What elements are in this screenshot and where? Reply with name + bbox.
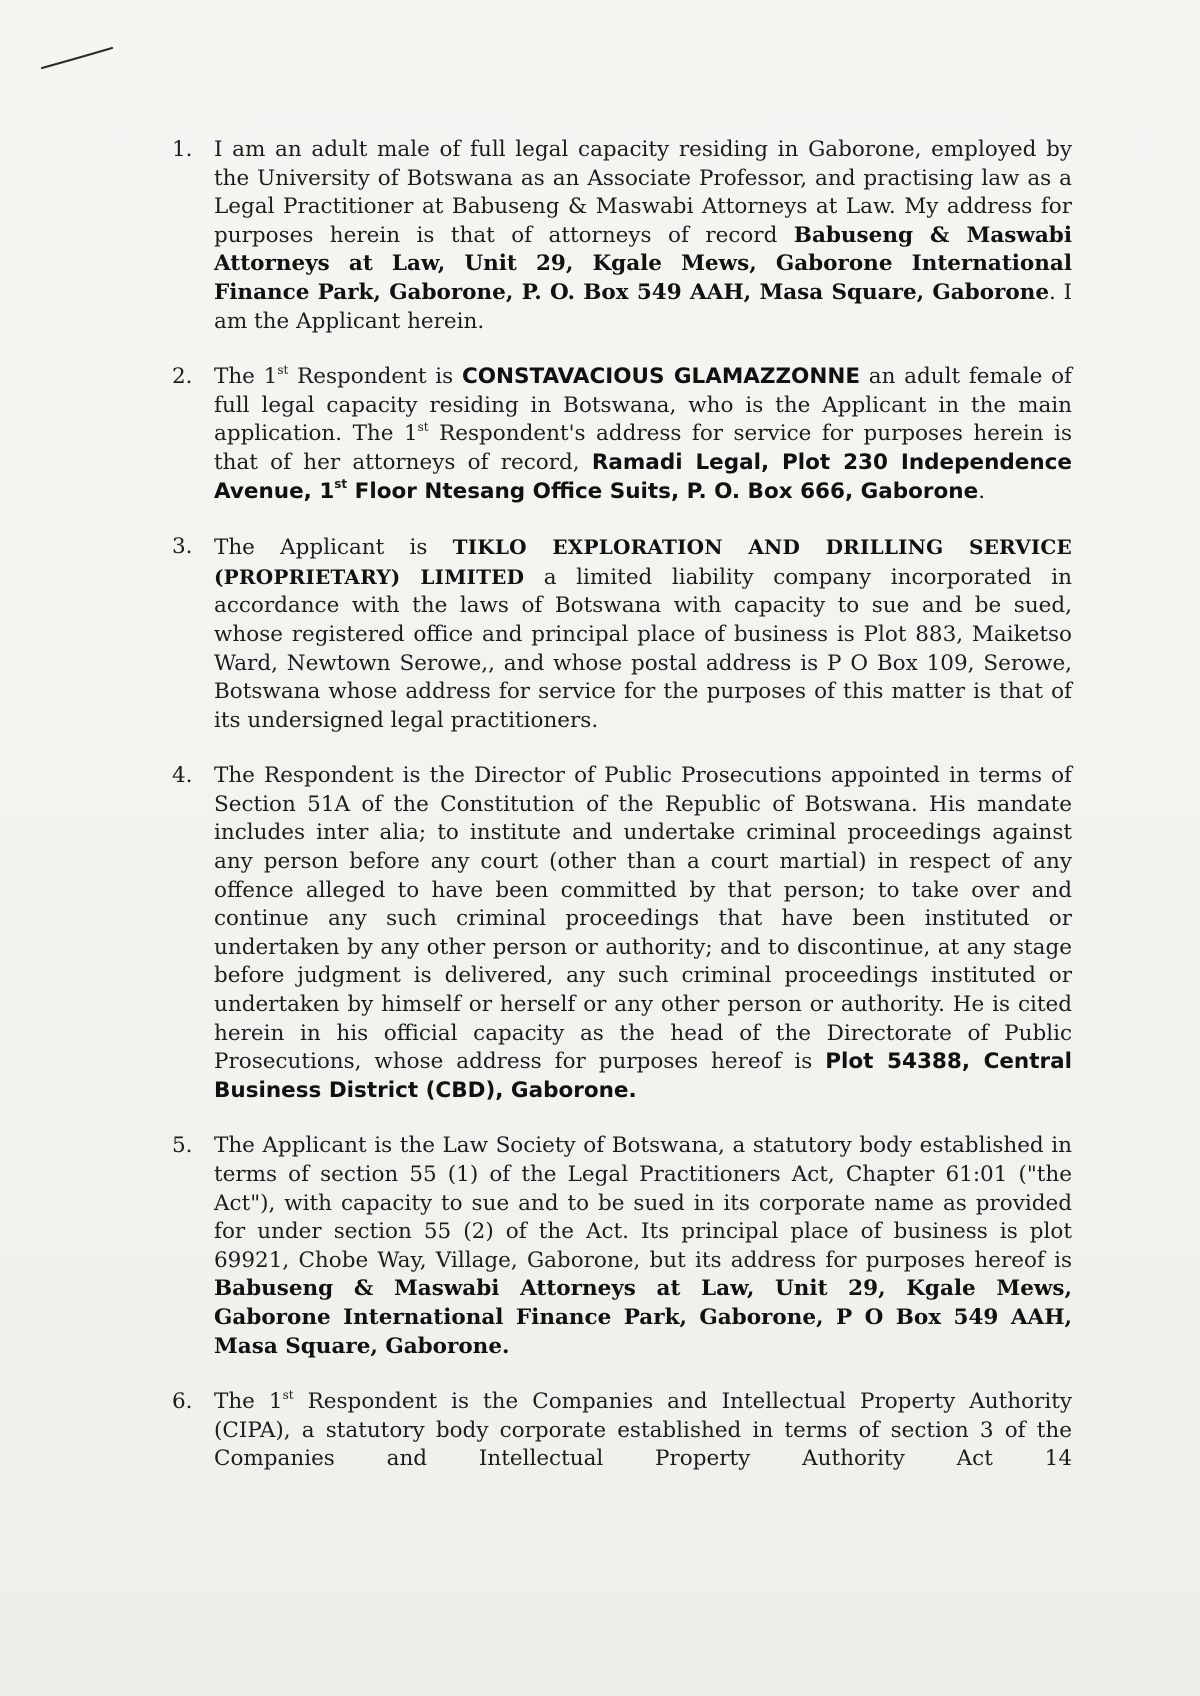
bold-address-text: Babuseng & Maswabi Attorneys at Law, Unit 29, Kgale Mews, Gaborone International Finance Park, Gaborone, P. O. Box 549 AAH, Masa Square, Gaborone [214,222,1072,305]
paragraph-text [214,136,1072,336]
numbered-paragraph [172,363,1072,506]
paragraph-number: 5. [172,1133,193,1159]
text-run: a limited liability company incorporated in accordance with the laws of Botswana with capacity to sue and be sued, whose registered office and principal place of business is Plot 883, Maiketso Ward, Newtown Serowe,, and whose postal address is P O Box 109, Serowe, Botswana whose address for service for the purposes of this matter is that of its undersigned legal practitioners. [214,564,1072,733]
text-run: Respondent is the Companies and Intellectual Property Authority (CIPA), a statutory body corporate established in terms of section 3 of the Companies and Intellectual Property Authority Act 14 [214,1389,1072,1472]
text-run: The 1 [214,364,278,390]
ordinal-superscript: st [277,363,289,377]
paragraph-text [214,533,1072,735]
paragraph-number: 4. [172,763,193,789]
bold-address-text: Babuseng & Maswabi Attorneys at Law, Unit 29, Kgale Mews, Gaborone International Finance Park, Gaborone, P O Box 549 AAH, Masa Square, Gaborone. [214,1276,1072,1359]
paragraph-text [214,762,1072,1105]
text-run: Respondent's address for service for purposes herein is that of her attorneys of record, [214,421,1072,475]
paragraph-text [214,363,1072,506]
bold-text: Plot 54388, Central Business District (CBD), Gaborone. [214,1049,1072,1103]
paragraph-number: 1. [172,137,193,162]
text-run: an adult female of full legal capacity residing in Botswana, who is the Applicant in the main application. The 1 [214,364,1072,447]
numbered-paragraph [172,762,1072,1105]
paragraph-text [214,1388,1072,1474]
paragraph-text [214,1132,1072,1361]
ordinal-superscript: st [334,477,348,492]
paragraph-number: 6. [172,1389,193,1415]
numbered-paragraph [172,1132,1072,1361]
text-run: Respondent is [288,364,462,390]
numbered-paragraph [172,1388,1072,1474]
paragraph-number: 3. [172,534,193,560]
text-run: The Applicant is the Law Society of Botswana, a statutory body established in terms of section 55 (1) of the Legal Practitioners Act, Chapter 61:01 ("the Act"), with capacity to sue and to be sued in its corporate name as provided for under section 55 (2) of the Act. Its principal place of business is plot 69921, Chobe Way, Village, Gaborone, but its address for purposes hereof is [214,1133,1072,1273]
text-run: I am an adult male of full legal capacity residing in Gaborone, employed by the University of Botswana as an Associate Professor, and practising law as a Legal Practitioner at Babuseng & Maswabi Attorneys at Law. My address for purposes herein is that of attorneys of record [214,137,1072,248]
bold-text: CONSTAVACIOUS GLAMAZZONNE [461,364,861,390]
text-run: The 1 [214,1389,283,1415]
text-run: The Respondent is the Director of Public Prosecutions appointed in terms of Section 51A of the Constitution of the Republic of Botswana. His mandate includes inter alia; to institute and undertake criminal proceedings against any person before any court (other than a court martial) in respect of any offence alleged to have been committed by that person; to take over and continue any such criminal proceedings that have been instituted or undertaken by any other person or authority; and to discontinue, at any stage before judgment is delivered, any such criminal proceedings instituted or undertaken by himself or herself or any other person or authority. He is cited herein in his official capacity as the head of the Directorate of Public Prosecutions, whose address for purposes hereof is [214,763,1072,1075]
document-body [172,136,1072,1501]
bold-text: Ramadi Legal, Plot 230 Independence Avenue, 1 [214,449,1072,504]
ordinal-superscript: st [417,420,429,435]
pen-stroke-mark [40,44,120,74]
company-name: TIKLO EXPLORATION AND DRILLING SERVICE (PROPRIETARY) LIMITED [214,535,1072,589]
paragraph-number: 2. [172,364,193,390]
bold-text: Floor Ntesang Office Suits, P. O. Box 666, Gaborone [347,478,979,504]
text-run: . [978,478,986,504]
numbered-paragraph [172,136,1072,336]
text-run: The Applicant is [214,535,453,561]
numbered-paragraph [172,533,1072,735]
text-run: . I am the Applicant herein. [214,279,1072,334]
ordinal-superscript: st [282,1388,294,1402]
